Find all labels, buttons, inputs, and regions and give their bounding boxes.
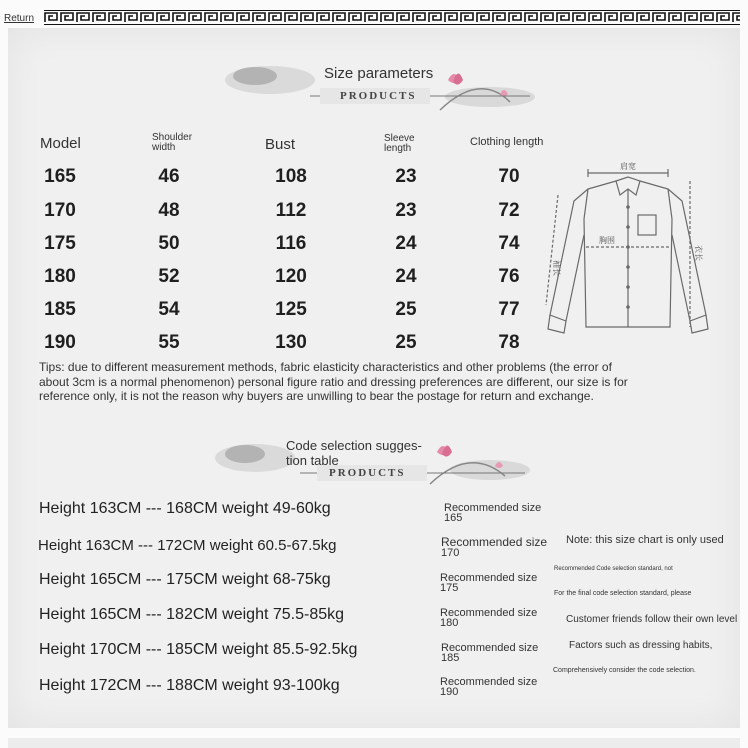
cell-model: 175 [44, 233, 76, 254]
recommended-size-value: 180 [440, 617, 459, 629]
header-bust: Bust [265, 136, 296, 153]
cell-bust: 125 [275, 299, 307, 320]
products-label: PRODUCTS [340, 90, 417, 102]
recommended-size-label: Recommended size [440, 572, 538, 584]
note-line: For the final code selection standard, please [554, 590, 692, 597]
cell-sleeve: 25 [395, 332, 417, 353]
code-selection-title-line2: tion table [286, 453, 339, 468]
cell-bust: 108 [275, 166, 307, 187]
recommended-size-value: 165 [444, 512, 463, 524]
shirt-outline-icon [544, 155, 714, 345]
size-parameters-title: Size parameters [324, 65, 434, 82]
cell-sleeve: 24 [395, 233, 417, 254]
length-label: 衣长 [694, 245, 703, 261]
recommended-size-value: 175 [440, 582, 459, 594]
cell-shoulder: 54 [158, 299, 180, 320]
return-link[interactable]: Return [4, 13, 35, 24]
note-line: Note: this size chart is only used [566, 534, 724, 546]
cell-bust: 130 [275, 332, 307, 353]
lotus-ink-decoration [210, 52, 540, 122]
note-line: Factors such as dressing habits, [569, 640, 713, 651]
cell-shoulder: 52 [158, 266, 180, 287]
cell-length: 77 [498, 299, 520, 320]
recommended-size-label: Recommended size [441, 535, 548, 549]
cell-length: 76 [498, 266, 520, 287]
cell-bust: 120 [275, 266, 307, 287]
note-line: Comprehensively consider the code selection. [553, 667, 696, 674]
cell-length: 78 [498, 332, 520, 353]
header-shoulder-width: Shoulder width [152, 132, 193, 153]
cell-model: 170 [44, 200, 76, 221]
cell-sleeve: 23 [395, 166, 417, 187]
note-line: Recommended Code selection standard, not [554, 566, 673, 572]
cell-shoulder: 55 [158, 332, 180, 353]
height-weight-range: Height 165CM --- 175CM weight 68-75kg [39, 571, 331, 588]
recommended-size-label: Recommended size [444, 502, 542, 514]
height-weight-range: Height 165CM --- 182CM weight 75.5-85kg [39, 606, 345, 623]
cell-shoulder: 48 [158, 200, 180, 221]
height-weight-range: Height 172CM --- 188CM weight 93-100kg [39, 677, 340, 694]
cell-model: 190 [44, 332, 76, 353]
recommended-size-value: 170 [441, 547, 460, 559]
cell-shoulder: 50 [158, 233, 180, 254]
cell-model: 165 [44, 166, 76, 187]
height-weight-range: Height 170CM --- 185CM weight 85.5-92.5kg [39, 641, 358, 658]
cell-length: 70 [498, 166, 520, 187]
recommended-size-label: Recommended size [440, 676, 538, 688]
header-sleeve-length: Sleeve length [384, 133, 415, 154]
tips-text: Tips: due to different measurement methods, fabric elasticity characteristics and other problems (the error of about 3cm is a normal phenomenon) personal figure ratio and dressing preferences are different, our size is for reference only, it is not the reason why buyers are unwilling to bear the postage for return and exchange. [39, 360, 628, 403]
cell-length: 74 [498, 233, 520, 254]
header-clothing-length: Clothing length [470, 136, 544, 148]
cell-bust: 116 [275, 233, 307, 254]
cell-bust: 112 [275, 200, 307, 221]
cell-shoulder: 46 [158, 166, 180, 187]
note-line: Customer friends follow their own level [566, 614, 738, 625]
size-parameters-banner [210, 52, 540, 122]
products-label: PRODUCTS [329, 467, 406, 479]
shirt-measurement-diagram [544, 155, 714, 350]
recommended-size-value: 185 [441, 652, 460, 664]
header-model: Model [40, 135, 81, 152]
recommended-size-label: Recommended size [441, 642, 539, 654]
shoulder-label: 肩宽 [620, 162, 636, 171]
sleeve-label: 袖长 [552, 260, 561, 276]
height-weight-range: Height 163CM --- 168CM weight 49-60kg [39, 500, 331, 517]
cell-length: 72 [498, 200, 520, 221]
chest-label: 胸围 [599, 236, 615, 245]
cell-sleeve: 25 [395, 299, 417, 320]
cell-model: 180 [44, 266, 76, 287]
cell-sleeve: 24 [395, 266, 417, 287]
greek-key-border [44, 10, 740, 25]
cell-sleeve: 23 [395, 200, 417, 221]
cell-model: 185 [44, 299, 76, 320]
recommended-size-value: 190 [440, 686, 459, 698]
height-weight-range: Height 163CM --- 172CM weight 60.5-67.5kg [38, 537, 337, 554]
bottom-strip [8, 738, 740, 748]
code-selection-title-line1: Code selection sugges- [286, 438, 422, 453]
code-selection-banner [205, 430, 535, 500]
recommended-size-label: Recommended size [440, 607, 538, 619]
